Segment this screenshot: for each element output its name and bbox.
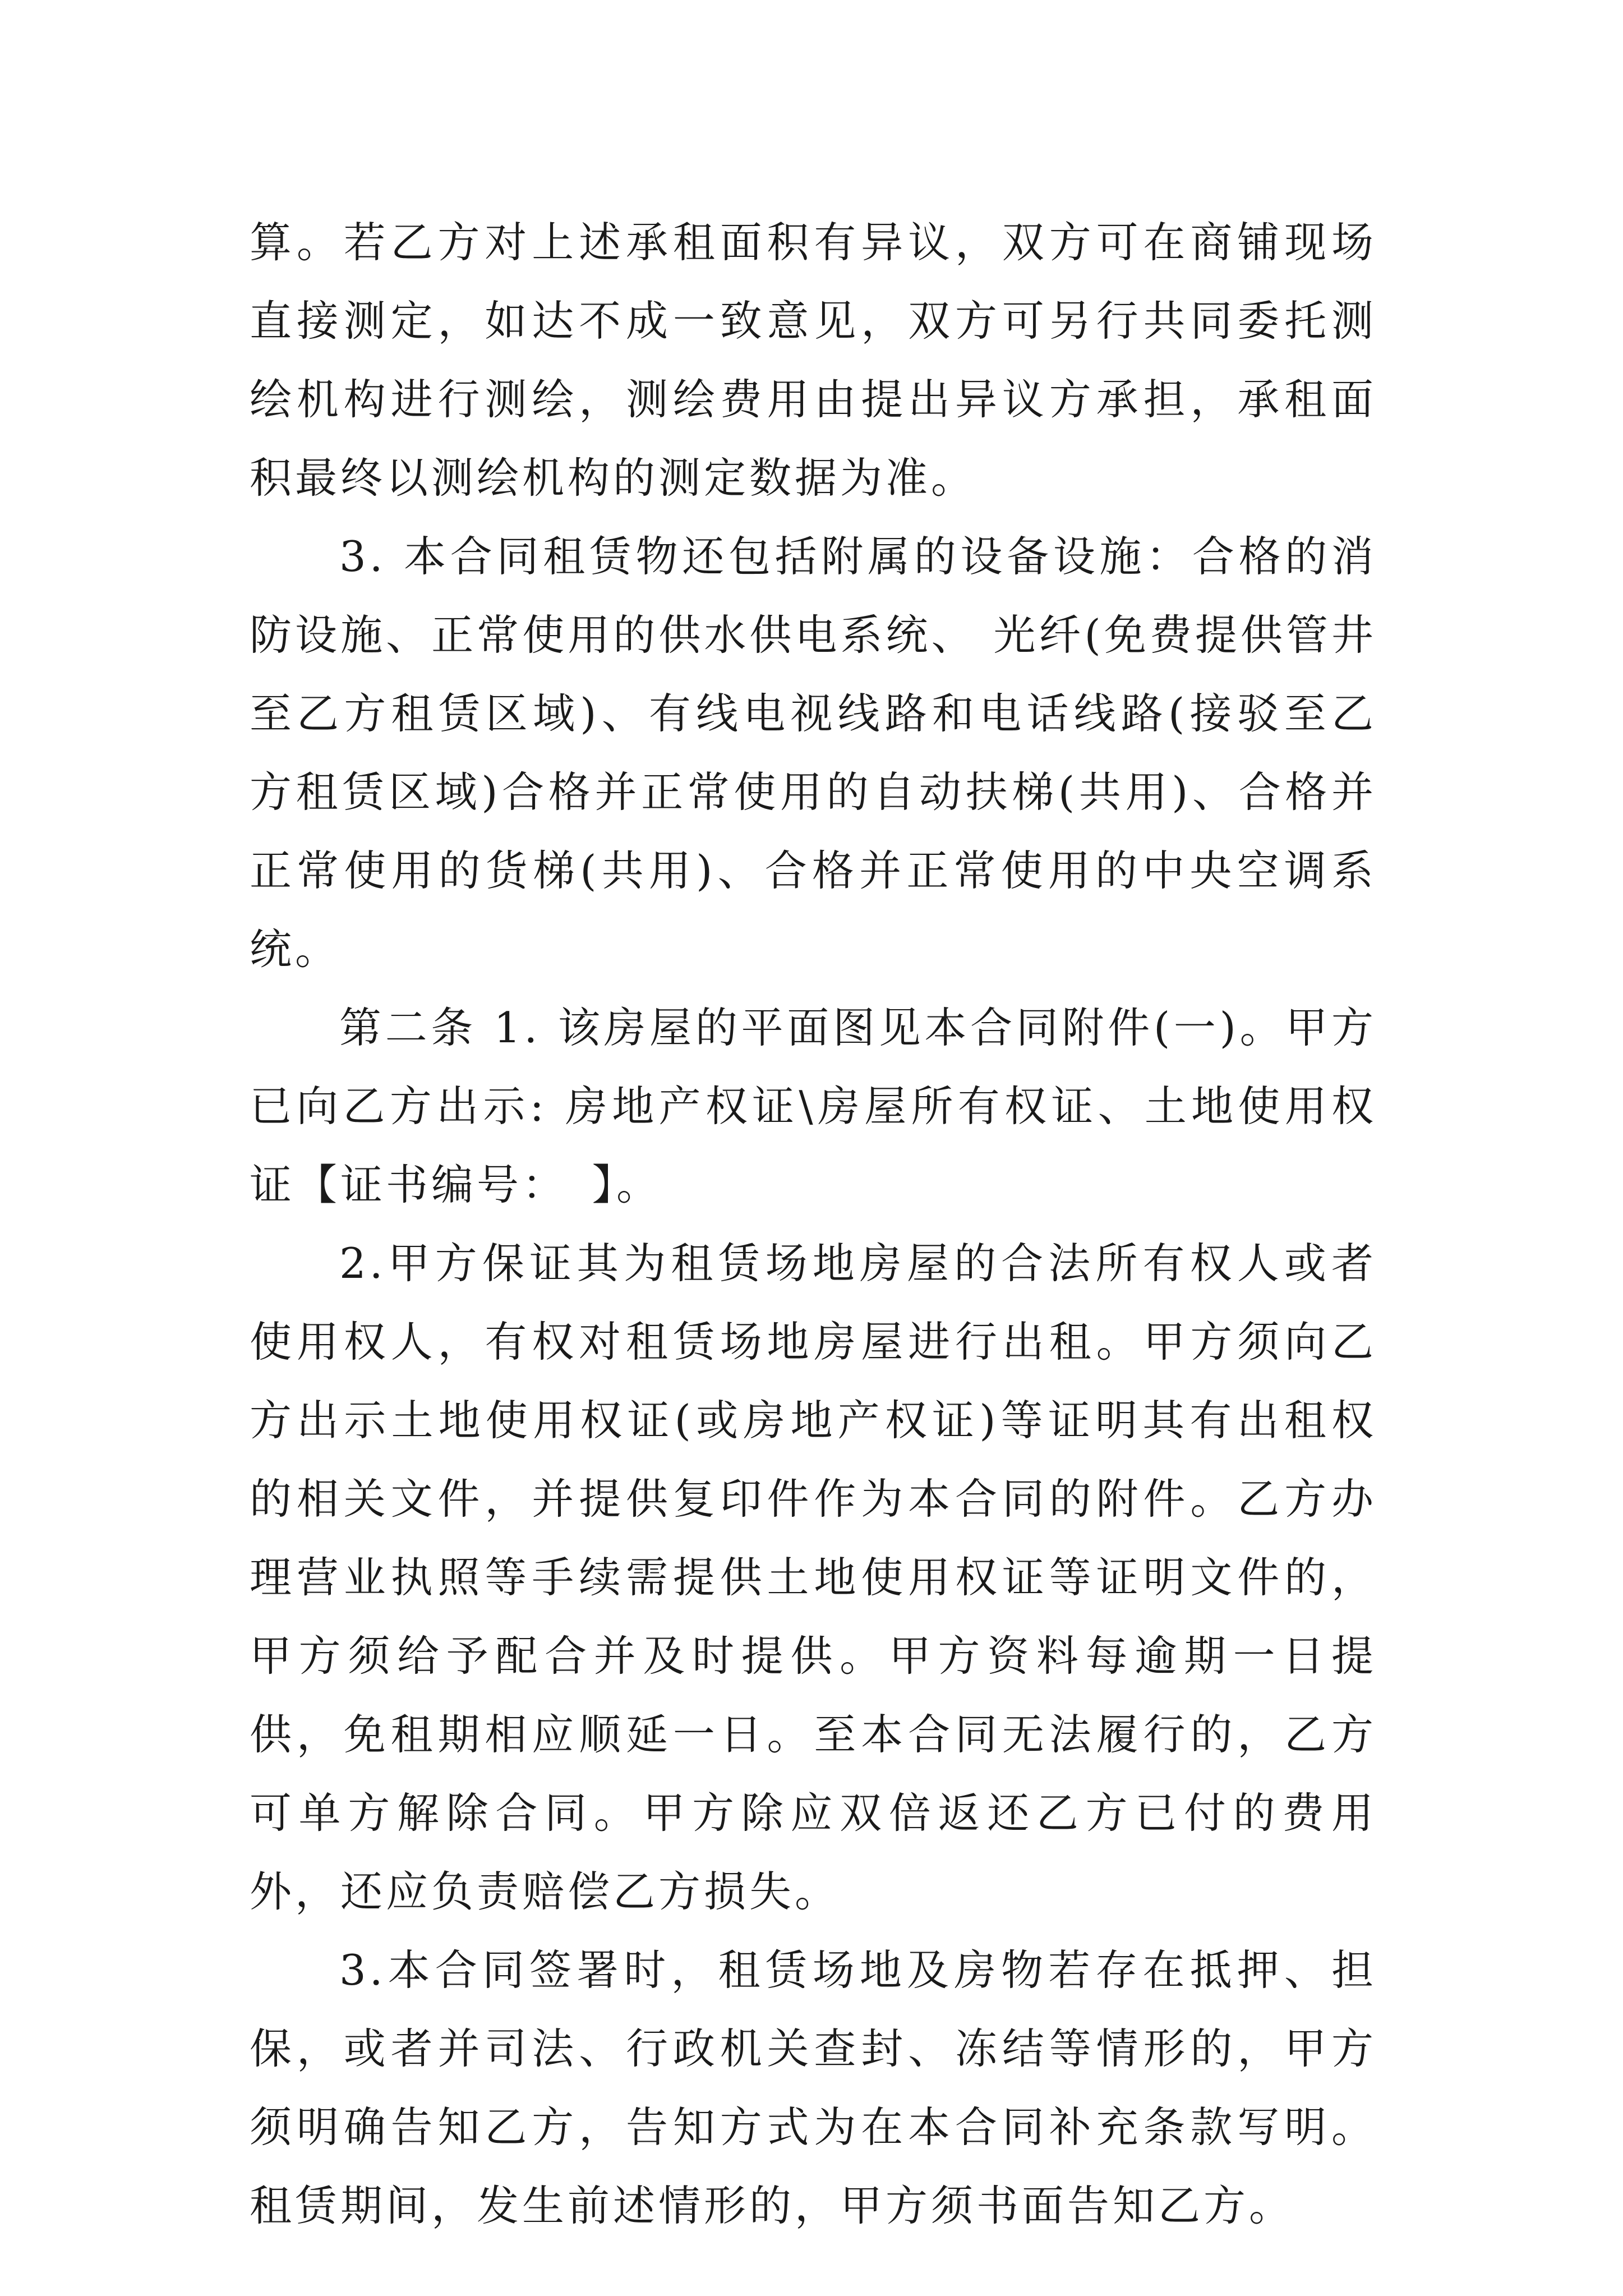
document-body	[250, 203, 1377, 2245]
paragraph-article-2-item-2: 2.甲方保证其为租赁场地房屋的合法所有权人或者使用权人，有权对租赁场地房屋进行出租。甲方须向乙方出示土地使用权证(或房地产权证)等证明其有出租权的相关文件，并提供复印件作为本合同的附件。乙方办理营业执照等手续需提供土地使用权证等证明文件的，甲方须给予配合并及时提供。甲方资料每逾期一日提供，免租期相应顺延一日。至本合同无法履行的，乙方可单方解除合同。甲方除应双倍返还乙方已付的费用外，还应负责赔偿乙方损失。	[250, 1239, 1377, 1916]
paragraph-continuation: 算。若乙方对上述承租面积有异议，双方可在商铺现场直接测定，如达不成一致意见，双方可另行共同委托测绘机构进行测绘，测绘费用由提出异议方承担，承租面积最终以测绘机构的测定数据为准。	[250, 218, 1377, 503]
paragraph-clause-3-equipment: 3. 本合同租赁物还包括附属的设备设施：合格的消防设施、正常使用的供水供电系统、 光纤(免费提供管井至乙方租赁区域)、有线电视线路和电话线路(接驳至乙方租赁区域)合格并正常使用的自动扶梯(共用)、合格并正常使用的货梯(共用)、合格并正常使用的中央空调系统。	[250, 532, 1377, 974]
paragraph-article-2-item-3: 3.本合同签署时，租赁场地及房物若存在抵押、担保，或者并司法、行政机关查封、冻结等情形的，甲方须明确告知乙方，告知方式为在本合同补充条款写明。租赁期间，发生前述情形的，甲方须书面告知乙方。	[250, 1945, 1377, 2230]
paragraph-article-2-item-1: 第二条 1. 该房屋的平面图见本合同附件(一)。甲方已向乙方出示: 房地产权证\房屋所有权证、土地使用权证【证书编号： 】。	[250, 1003, 1377, 1209]
